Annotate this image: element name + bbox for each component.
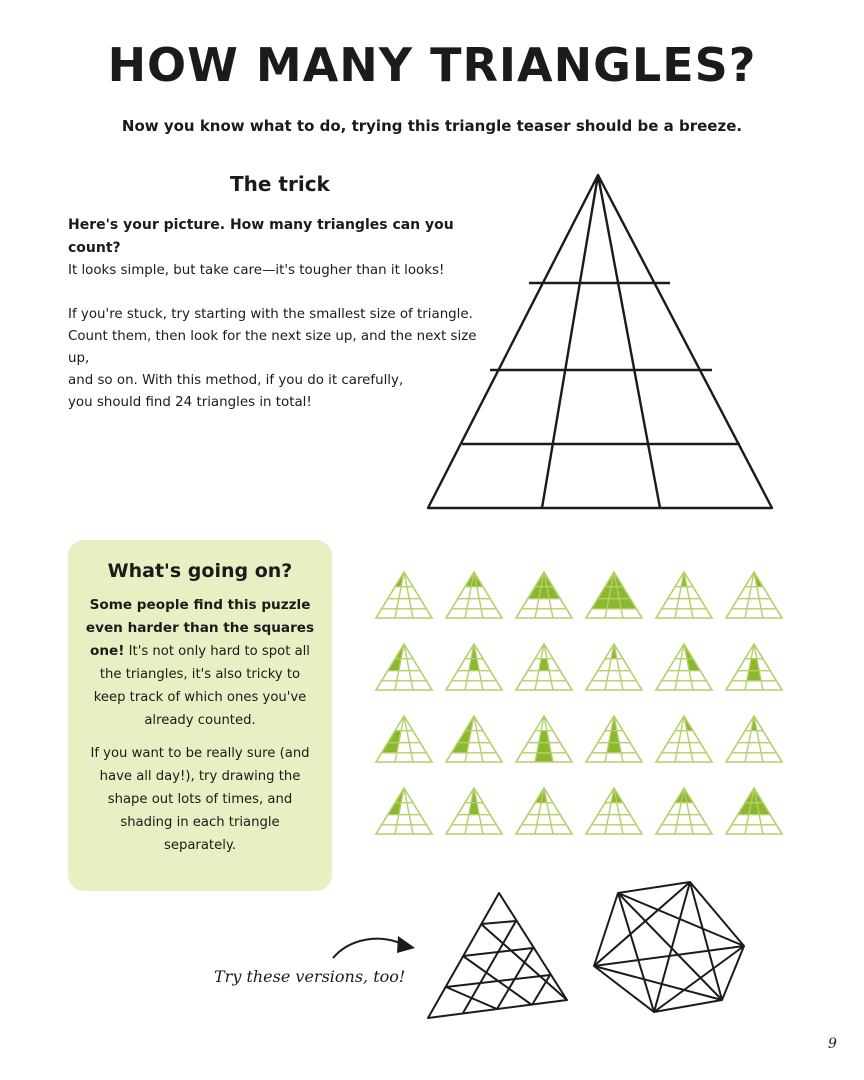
variant-figures — [330, 870, 760, 1030]
shaded-triangle-diagram — [586, 572, 642, 618]
shaded-triangle-diagram — [446, 788, 502, 834]
shaded-triangle-diagram — [656, 788, 712, 834]
page-subtitle: Now you know what to do, trying this triangle teaser should be a breeze. — [121, 117, 743, 135]
trick-question: Here's your picture. How many triangles can you count? — [68, 217, 454, 256]
triangle-outline — [726, 572, 782, 618]
whats-going-on-box — [68, 540, 332, 891]
shaded-triangle-diagram — [726, 572, 782, 618]
shaded-triangle-diagram — [726, 644, 782, 690]
method-line: you should find 24 triangles in total! — [68, 395, 312, 410]
arrow-head-icon — [397, 936, 415, 953]
page-number: 9 — [828, 1036, 837, 1052]
inner-line-right — [598, 175, 660, 508]
shaded-triangle-diagram — [446, 572, 502, 618]
info-text-1: It's not only hard to spot all the triangles, it's also tricky to keep track of which ones you've already counted. — [93, 644, 310, 728]
page-title: HOW MANY TRIANGLES? — [107, 38, 757, 92]
main-triangle-figure — [420, 168, 780, 518]
shaded-triangle-diagram — [376, 716, 432, 762]
shaded-triangle-diagram — [586, 788, 642, 834]
subdivided-triangle-figure — [428, 893, 567, 1018]
shaded-triangles-grid — [372, 566, 792, 846]
method-line: If you're stuck, try starting with the smallest size of triangle. — [68, 307, 473, 322]
curved-arrow-icon — [333, 939, 402, 958]
trick-caution: It looks simple, but take care—it's tougher than it looks! — [68, 263, 445, 278]
info-paragraph-2: If you want to be really sure (and have all day!), try drawing the shape out lots of times, and shading in each triangle separately. — [90, 746, 310, 853]
shaded-triangle-diagram — [446, 644, 502, 690]
outer-triangle — [428, 175, 772, 508]
shaded-triangle-diagram — [376, 644, 432, 690]
triangle-outline — [376, 572, 432, 618]
shaded-triangle-diagram — [586, 716, 642, 762]
info-paragraph-1 — [84, 594, 316, 732]
info-bold-text: Some people find this puzzle even harder than the squares one! — [85, 597, 315, 659]
shaded-triangle-diagram — [656, 716, 712, 762]
shaded-triangle-diagram — [656, 644, 712, 690]
triangle-outline — [376, 716, 432, 762]
shaded-triangle-diagram — [516, 644, 572, 690]
shaded-triangle-diagram — [726, 716, 782, 762]
trick-heading: The trick — [230, 172, 330, 196]
shaded-triangle-diagram — [376, 788, 432, 834]
hexagon-figure — [594, 882, 744, 1012]
triangle-outline — [376, 788, 432, 834]
inner-line-left — [542, 175, 598, 508]
triangle-outline — [376, 644, 432, 690]
shaded-triangle-diagram — [726, 788, 782, 834]
shaded-triangle-diagram — [586, 644, 642, 690]
info-heading: What's going on? — [107, 560, 293, 582]
shaded-triangle-diagram — [516, 716, 572, 762]
shaded-triangle-diagram — [516, 572, 572, 618]
method-line: and so on. With this method, if you do it carefully, — [68, 373, 404, 388]
triangle-outline — [656, 716, 712, 762]
shaded-triangle-diagram — [446, 716, 502, 762]
shaded-triangle-diagram — [516, 788, 572, 834]
triangle-outline — [656, 644, 712, 690]
shaded-region — [535, 753, 553, 762]
triangle-outline — [446, 716, 502, 762]
try-versions-label: Try these versions, too! — [214, 967, 406, 986]
method-line: Count them, then look for the next size up, and the next size up, — [68, 329, 477, 366]
shaded-triangle-diagram — [656, 572, 712, 618]
shaded-triangle-diagram — [376, 572, 432, 618]
